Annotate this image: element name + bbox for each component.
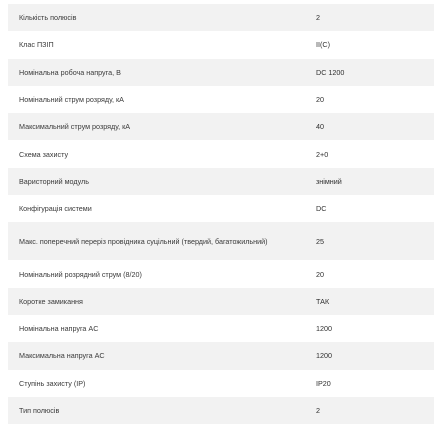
spec-row-varistor-module xyxy=(8,168,434,195)
spec-row-max-conductor-cross-section xyxy=(8,222,434,260)
spec-row-short-circuit xyxy=(8,288,434,315)
spec-value: 1200 xyxy=(316,324,332,334)
spec-param: Ступінь захисту (IP) xyxy=(19,378,86,388)
spec-param: Клас ПЗІП xyxy=(19,40,54,50)
spec-row-max-voltage-ac xyxy=(8,342,434,369)
spec-row-ip-rating xyxy=(8,370,434,397)
spec-row-rated-voltage xyxy=(8,59,434,86)
spec-value: 40 xyxy=(316,122,324,132)
spec-value: 2+0 xyxy=(316,149,329,159)
spec-param: Варисторний модуль xyxy=(19,176,89,186)
spec-row-pole-type xyxy=(8,397,434,424)
specifications-table xyxy=(8,4,434,424)
spec-value: 2 xyxy=(316,406,320,415)
spec-value: 25 xyxy=(316,236,324,246)
spec-value: ТАК xyxy=(316,296,330,306)
spec-value: DC 1200 xyxy=(316,67,345,77)
spec-param: Конфігурація системи xyxy=(19,204,92,214)
spec-param: Схема захисту xyxy=(19,149,69,159)
spec-row-max-discharge-current xyxy=(8,113,434,140)
spec-row-spd-class xyxy=(8,31,434,58)
spec-param: Номінальна напруга AC xyxy=(19,324,99,334)
spec-value: знімний xyxy=(316,176,342,186)
spec-param: Максимальний струм розряду, кА xyxy=(19,122,131,132)
spec-value: 1200 xyxy=(316,351,332,361)
spec-value: IP20 xyxy=(316,378,331,388)
spec-row-nominal-discharge-current-8-20 xyxy=(8,260,434,287)
spec-row-nominal-voltage-ac xyxy=(8,315,434,342)
spec-row-pole-count xyxy=(8,4,434,31)
spec-param: Макс. поперечний переріз провідника суцільний (твердий, багатожильний) xyxy=(19,236,268,246)
spec-param: Номінальний розрядний струм (8/20) xyxy=(19,269,142,279)
spec-param: Максимальна напруга AC xyxy=(19,351,105,361)
spec-row-system-configuration xyxy=(8,195,434,222)
spec-value: 20 xyxy=(316,269,324,279)
spec-param: Коротке замикання xyxy=(19,296,83,306)
spec-row-protection-scheme xyxy=(8,140,434,167)
spec-param: Номінальна робоча напруга, В xyxy=(19,67,121,77)
spec-param: Кількість полюсів xyxy=(19,13,77,23)
spec-value: DC xyxy=(316,204,327,214)
spec-param: Номінальний струм розряду, кА xyxy=(19,95,124,105)
spec-value: 2 xyxy=(316,13,320,23)
spec-param: Тип полюсів xyxy=(19,406,60,415)
spec-value: II(C) xyxy=(316,40,330,50)
spec-row-nominal-discharge-current xyxy=(8,86,434,113)
spec-value: 20 xyxy=(316,95,324,105)
